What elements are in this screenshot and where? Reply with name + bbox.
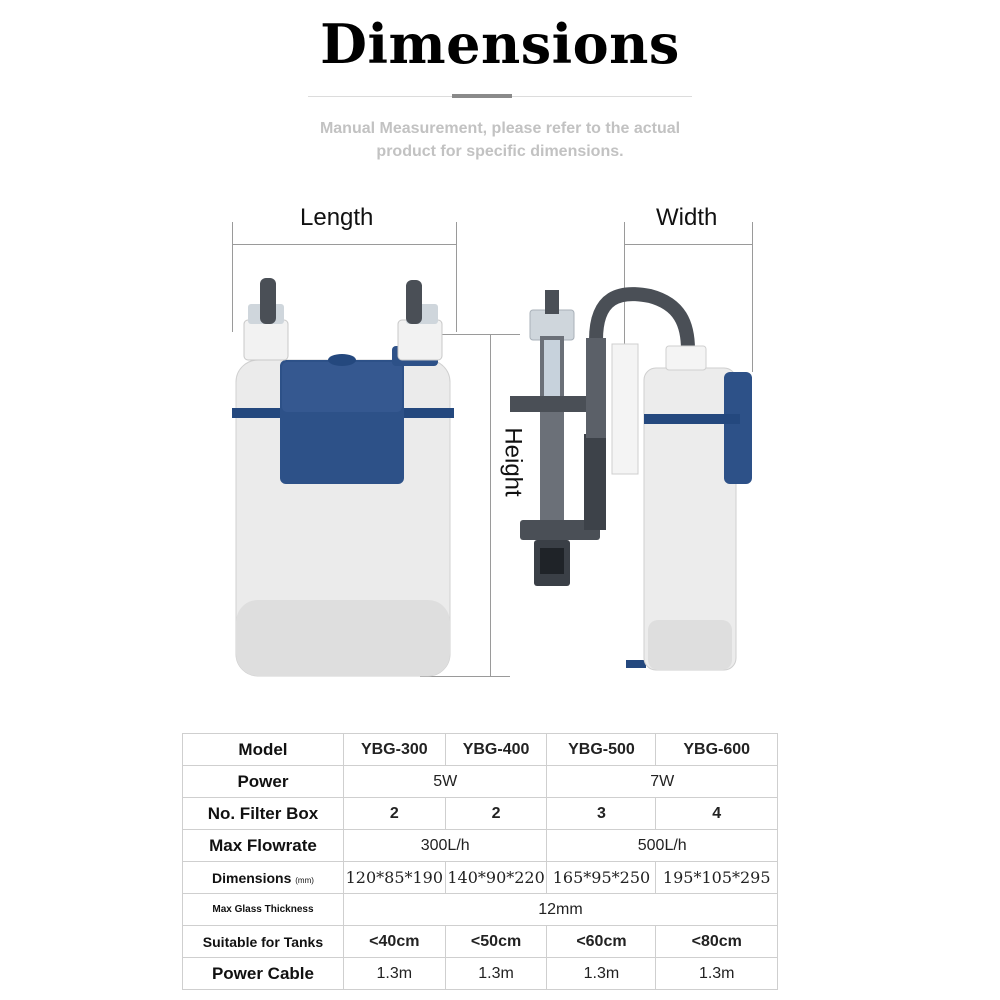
power-label: Power: [183, 766, 344, 798]
power-cable-value: 1.3m: [656, 958, 778, 990]
power-value-b: 7W: [547, 766, 778, 798]
tanks-value: <40cm: [343, 926, 445, 958]
model-ybg-400: YBG-400: [445, 734, 547, 766]
flowrate-value-a: 300L/h: [343, 830, 547, 862]
subtitle-line-1: Manual Measurement, please refer to the actual: [319, 120, 681, 137]
power-value-a: 5W: [343, 766, 547, 798]
table-row: [183, 894, 778, 926]
height-label: Height: [499, 427, 527, 497]
table-row: [183, 734, 778, 766]
power-cable-value: 1.3m: [343, 958, 445, 990]
glass-thickness-value: 12mm: [343, 894, 777, 926]
specs-table: [182, 733, 778, 990]
front-view-filter: [232, 278, 454, 676]
tanks-value: <60cm: [547, 926, 656, 958]
subtitle-line-2: product for specific dimensions.: [376, 143, 624, 160]
dimensions-label-text: Dimensions: [212, 869, 292, 886]
model-ybg-500: YBG-500: [547, 734, 656, 766]
tanks-label: Suitable for Tanks: [183, 926, 344, 958]
dimensions-value: 165*95*250: [547, 862, 656, 894]
flowrate-label: Max Flowrate: [183, 830, 344, 862]
glass-thickness-label: Max Glass Thickness: [183, 894, 344, 926]
table-row: [183, 766, 778, 798]
power-cable-label: Power Cable: [183, 958, 344, 990]
model-ybg-300: YBG-300: [343, 734, 445, 766]
width-label: Width: [656, 204, 718, 231]
dimensions-value: 120*85*190: [343, 862, 445, 894]
table-row: [183, 958, 778, 990]
dimensions-value: 195*105*295: [656, 862, 778, 894]
power-cable-value: 1.3m: [445, 958, 547, 990]
table-row: [183, 798, 778, 830]
filter-box-value: 4: [656, 798, 778, 830]
tanks-value: <50cm: [445, 926, 547, 958]
power-cable-value: 1.3m: [547, 958, 656, 990]
model-ybg-600: YBG-600: [656, 734, 778, 766]
table-row: [183, 830, 778, 862]
side-view-filter: [510, 290, 752, 670]
filter-box-label: No. Filter Box: [183, 798, 344, 830]
length-label: Length: [300, 204, 374, 231]
table-row: [183, 862, 778, 894]
tanks-value: <80cm: [656, 926, 778, 958]
model-header: Model: [183, 734, 344, 766]
page-title: Dimensions: [320, 12, 680, 76]
filter-box-value: 3: [547, 798, 656, 830]
dimensions-label: [183, 862, 344, 894]
table-row: [183, 926, 778, 958]
dimensions-value: 140*90*220: [445, 862, 547, 894]
dimensions-unit: (mm): [295, 875, 314, 885]
filter-box-value: 2: [343, 798, 445, 830]
filter-box-value: 2: [445, 798, 547, 830]
flowrate-value-b: 500L/h: [547, 830, 778, 862]
